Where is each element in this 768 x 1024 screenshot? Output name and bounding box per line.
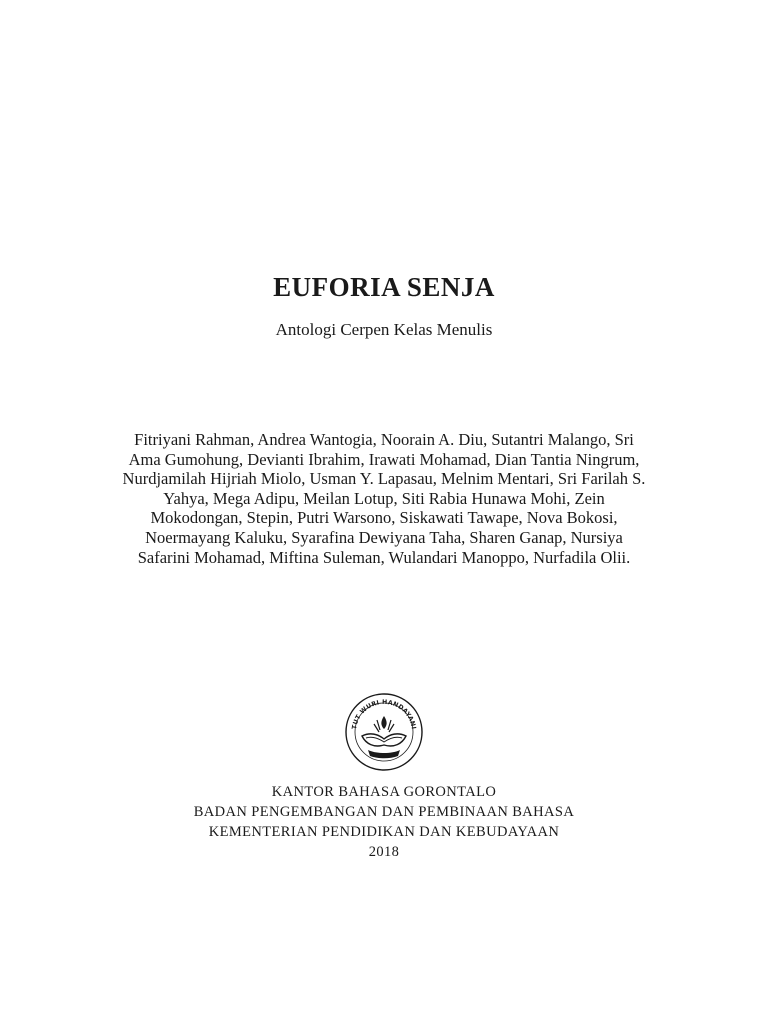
emblem-svg [344,692,424,772]
emblem-book [362,734,406,746]
author-list: Fitriyani Rahman, Andrea Wantogia, Noorain A. Diu, Sutantri Malango, Sri Ama Gumohung, Devianti Ibrahim, Irawati Mohamad, Dian Tantia Ningrum, Nurdjamilah Hijriah Miolo, Usman Y. Lapasau, Melnim Mentari, Sri Farilah S. Yahya, Mega Adipu, Meilan Lotup, Siti Rabia Hunawa Mohi, Zein Mokodongan, Stepin, Putri Warsono, Siskawati Tawape, Nova Bokosi, Noermayang Kaluku, Syarafina Dewiyana Taha, Sharen Ganap, Nursiya Safarini Mohamad, Miftina Suleman, Wulandari Manoppo, Nurfadila Olii. [122,430,646,567]
publisher-block [0,782,768,862]
emblem-ribbon [368,750,400,758]
publication-year: 2018 [368,844,400,860]
tut-wuri-handayani-emblem-icon [344,692,424,772]
publisher-agency: BADAN PENGEMBANGAN DAN PEMBINAAN BAHASA [193,804,575,820]
publisher-office: KANTOR BAHASA GORONTALO [271,784,497,800]
publisher-ministry: KEMENTERIAN PENDIDIKAN DAN KEBUDAYAAN [208,824,560,840]
emblem-motto: TUT WURI HANDAYANI [351,698,417,730]
emblem-flame [381,716,386,729]
book-subtitle: Antologi Cerpen Kelas Menulis [275,320,493,339]
book-title: EUFORIA SENJA [273,272,495,302]
